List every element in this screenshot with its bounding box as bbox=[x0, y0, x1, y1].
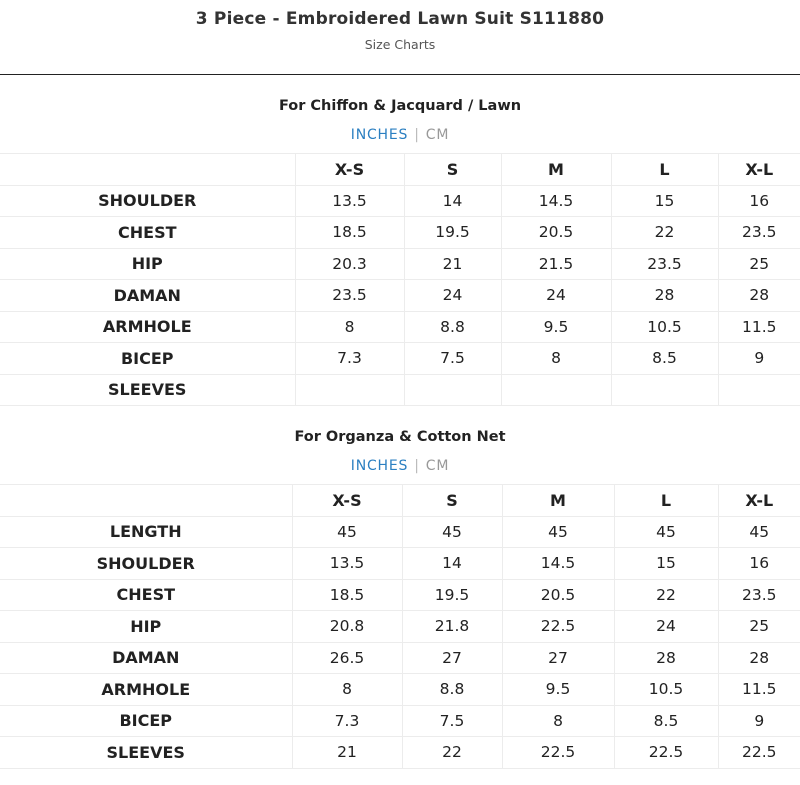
measurement-value: 20.8 bbox=[292, 611, 402, 643]
measurement-value: 24 bbox=[404, 280, 501, 312]
measurement-value: 9.5 bbox=[501, 311, 611, 343]
measurement-value: 22.5 bbox=[502, 611, 614, 643]
measurement-value: 23.5 bbox=[295, 280, 404, 312]
measurement-value: 24 bbox=[501, 280, 611, 312]
chart1-cm-toggle[interactable]: CM bbox=[425, 127, 450, 143]
measurement-value: 7.3 bbox=[292, 705, 402, 737]
measurement-value: 9 bbox=[718, 705, 800, 737]
size-header-x-l: X-L bbox=[718, 485, 800, 517]
measurement-value: 14.5 bbox=[501, 185, 611, 217]
size-header-l: L bbox=[611, 154, 718, 186]
measurement-value: 7.5 bbox=[404, 343, 501, 375]
measurement-value: 8.8 bbox=[404, 311, 501, 343]
chart2-inches-toggle[interactable]: INCHES bbox=[350, 458, 409, 474]
table-row-hip bbox=[0, 248, 800, 280]
corner-cell bbox=[0, 154, 295, 186]
measurement-value: 16 bbox=[718, 185, 800, 217]
unit-separator: | bbox=[414, 127, 420, 143]
measurement-label: LENGTH bbox=[0, 516, 292, 548]
table-row-shoulder bbox=[0, 185, 800, 217]
size-header-s: S bbox=[402, 485, 502, 517]
measurement-value: 8 bbox=[502, 705, 614, 737]
measurement-value: 22 bbox=[402, 737, 502, 769]
chart2-title: For Organza & Cotton Net bbox=[294, 429, 506, 445]
measurement-value: 22.5 bbox=[614, 737, 718, 769]
measurement-value: 13.5 bbox=[295, 185, 404, 217]
table-row-chest bbox=[0, 579, 800, 611]
measurement-value: 15 bbox=[611, 185, 718, 217]
table-row-chest bbox=[0, 217, 800, 249]
table-row-sleeves bbox=[0, 374, 800, 406]
unit-separator: | bbox=[414, 458, 420, 474]
measurement-value: 15 bbox=[614, 548, 718, 580]
measurement-label: BICEP bbox=[0, 343, 295, 375]
size-header-x-l: X-L bbox=[718, 154, 800, 186]
measurement-label: HIP bbox=[0, 248, 295, 280]
measurement-value: 16 bbox=[718, 548, 800, 580]
table-row-daman bbox=[0, 280, 800, 312]
size-header-s: S bbox=[404, 154, 501, 186]
size-header-l: L bbox=[614, 485, 718, 517]
measurement-value: 23.5 bbox=[718, 217, 800, 249]
table-row-armhole bbox=[0, 311, 800, 343]
corner-cell bbox=[0, 485, 292, 517]
measurement-label: CHEST bbox=[0, 579, 292, 611]
measurement-value: 28 bbox=[718, 642, 800, 674]
measurement-value: 23.5 bbox=[611, 248, 718, 280]
size-charts-subtitle: Size Charts bbox=[364, 37, 436, 52]
measurement-value: 8.5 bbox=[611, 343, 718, 375]
measurement-value: 25 bbox=[718, 611, 800, 643]
table-row-bicep bbox=[0, 343, 800, 375]
measurement-value: 11.5 bbox=[718, 311, 800, 343]
measurement-value: 45 bbox=[402, 516, 502, 548]
page-header bbox=[0, 0, 800, 75]
measurement-label: HIP bbox=[0, 611, 292, 643]
chart1-inches-toggle[interactable]: INCHES bbox=[350, 127, 409, 143]
measurement-value: 20.5 bbox=[501, 217, 611, 249]
table-row-hip bbox=[0, 611, 800, 643]
measurement-value: 20.3 bbox=[295, 248, 404, 280]
measurement-value: 20.5 bbox=[502, 579, 614, 611]
measurement-value: 19.5 bbox=[402, 579, 502, 611]
measurement-value: 45 bbox=[292, 516, 402, 548]
measurement-value: 28 bbox=[614, 642, 718, 674]
measurement-value: 24 bbox=[614, 611, 718, 643]
measurement-value: 23.5 bbox=[718, 579, 800, 611]
size-header-row bbox=[0, 485, 800, 517]
measurement-value: 27 bbox=[502, 642, 614, 674]
table-row-armhole bbox=[0, 674, 800, 706]
measurement-value: 21 bbox=[404, 248, 501, 280]
measurement-value: 25 bbox=[718, 248, 800, 280]
measurement-label: SLEEVES bbox=[0, 737, 292, 769]
measurement-value: 8.5 bbox=[614, 705, 718, 737]
size-header-x-s: X-S bbox=[295, 154, 404, 186]
measurement-value: 45 bbox=[718, 516, 800, 548]
measurement-value bbox=[501, 374, 611, 406]
measurement-value: 22 bbox=[614, 579, 718, 611]
measurement-value: 10.5 bbox=[614, 674, 718, 706]
measurement-value: 7.3 bbox=[295, 343, 404, 375]
chart2-size-table bbox=[0, 484, 800, 769]
measurement-value: 14 bbox=[404, 185, 501, 217]
measurement-label: SLEEVES bbox=[0, 374, 295, 406]
measurement-label: SHOULDER bbox=[0, 185, 295, 217]
measurement-value: 21.8 bbox=[402, 611, 502, 643]
size-header-row bbox=[0, 154, 800, 186]
measurement-label: CHEST bbox=[0, 217, 295, 249]
measurement-value bbox=[404, 374, 501, 406]
table-row-bicep bbox=[0, 705, 800, 737]
measurement-value: 21.5 bbox=[501, 248, 611, 280]
measurement-value: 8.8 bbox=[402, 674, 502, 706]
chart1-unit-toggle bbox=[0, 115, 800, 153]
measurement-value: 28 bbox=[611, 280, 718, 312]
measurement-value: 28 bbox=[718, 280, 800, 312]
measurement-value: 45 bbox=[502, 516, 614, 548]
measurement-value: 19.5 bbox=[404, 217, 501, 249]
measurement-label: ARMHOLE bbox=[0, 674, 292, 706]
measurement-value: 22.5 bbox=[502, 737, 614, 769]
chart1-size-table bbox=[0, 153, 800, 406]
measurement-value: 11.5 bbox=[718, 674, 800, 706]
table-row-length bbox=[0, 516, 800, 548]
table-row-daman bbox=[0, 642, 800, 674]
measurement-value: 18.5 bbox=[295, 217, 404, 249]
measurement-value: 18.5 bbox=[292, 579, 402, 611]
product-title: 3 Piece - Embroidered Lawn Suit S111880 bbox=[195, 9, 605, 29]
measurement-value: 21 bbox=[292, 737, 402, 769]
chart1-title: For Chiffon & Jacquard / Lawn bbox=[278, 98, 522, 114]
measurement-label: ARMHOLE bbox=[0, 311, 295, 343]
measurement-value: 14 bbox=[402, 548, 502, 580]
measurement-label: SHOULDER bbox=[0, 548, 292, 580]
measurement-value: 9.5 bbox=[502, 674, 614, 706]
measurement-value: 22 bbox=[611, 217, 718, 249]
measurement-value: 22.5 bbox=[718, 737, 800, 769]
chart2-unit-toggle bbox=[0, 446, 800, 484]
measurement-value: 8 bbox=[295, 311, 404, 343]
measurement-label: DAMAN bbox=[0, 280, 295, 312]
measurement-value: 13.5 bbox=[292, 548, 402, 580]
size-header-m: M bbox=[501, 154, 611, 186]
measurement-value: 9 bbox=[718, 343, 800, 375]
measurement-value: 45 bbox=[614, 516, 718, 548]
measurement-value: 26.5 bbox=[292, 642, 402, 674]
measurement-label: DAMAN bbox=[0, 642, 292, 674]
measurement-value: 10.5 bbox=[611, 311, 718, 343]
table-row-sleeves bbox=[0, 737, 800, 769]
size-header-m: M bbox=[502, 485, 614, 517]
measurement-value bbox=[718, 374, 800, 406]
measurement-value: 14.5 bbox=[502, 548, 614, 580]
measurement-value bbox=[611, 374, 718, 406]
measurement-value: 7.5 bbox=[402, 705, 502, 737]
measurement-value: 8 bbox=[292, 674, 402, 706]
table-row-shoulder bbox=[0, 548, 800, 580]
measurement-value bbox=[295, 374, 404, 406]
measurement-value: 8 bbox=[501, 343, 611, 375]
measurement-label: BICEP bbox=[0, 705, 292, 737]
size-header-x-s: X-S bbox=[292, 485, 402, 517]
measurement-value: 27 bbox=[402, 642, 502, 674]
chart2-cm-toggle[interactable]: CM bbox=[425, 458, 450, 474]
